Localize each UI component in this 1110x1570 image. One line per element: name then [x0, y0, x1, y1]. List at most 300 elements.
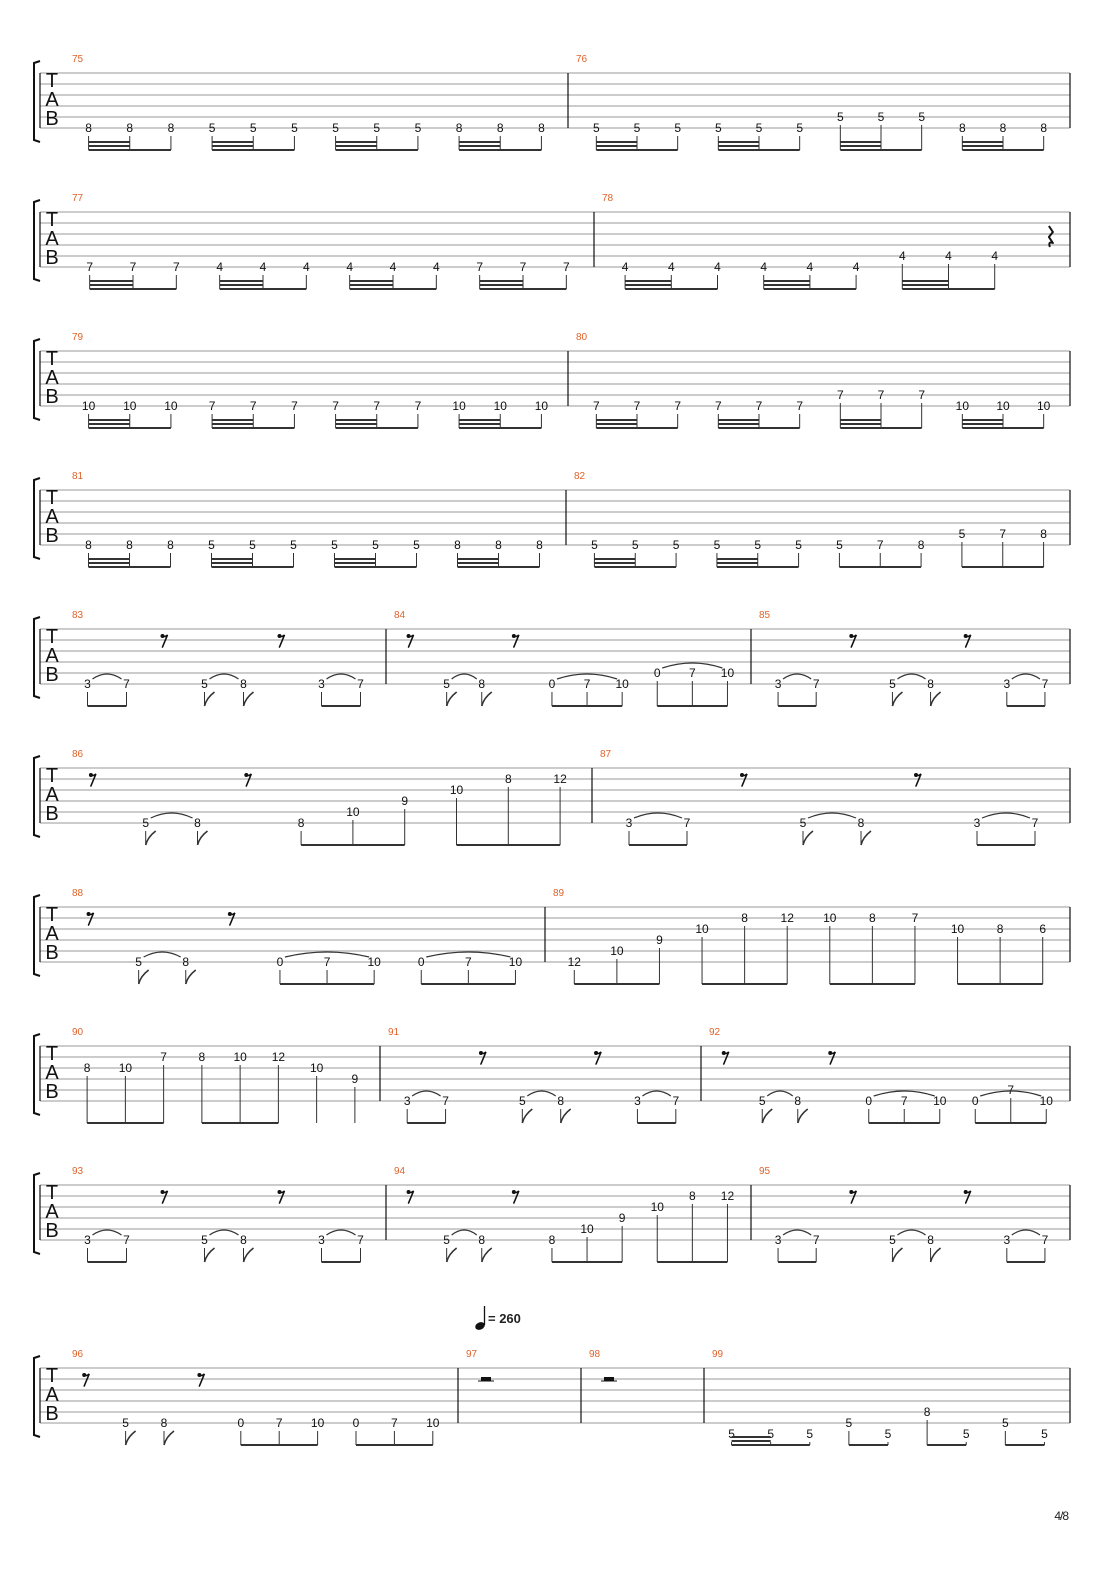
- fret-number: 8: [958, 121, 966, 135]
- fret-number: 7: [249, 399, 257, 413]
- fret-number: 5: [836, 110, 844, 124]
- measure-number: 88: [72, 888, 84, 899]
- fret-number: 7: [999, 527, 1007, 541]
- fret-number: 7: [1041, 1233, 1049, 1247]
- fret-number: 10: [1036, 399, 1051, 413]
- tab-clef-letter: A: [45, 923, 59, 945]
- tab-clef-letter: A: [45, 784, 59, 806]
- fret-number: 5: [806, 1427, 814, 1441]
- fret-number: 3: [318, 1233, 325, 1247]
- fret-number: 10: [81, 399, 96, 413]
- fret-number: 5: [631, 538, 639, 552]
- tie-arc: [1012, 674, 1040, 679]
- tie-arc: [151, 813, 193, 818]
- measure-number: 93: [72, 1166, 84, 1177]
- tab-clef-letter: T: [45, 904, 59, 926]
- fret-number: 10: [310, 1416, 325, 1430]
- fret-number: 4: [760, 260, 768, 274]
- tab-clef-letter: T: [45, 626, 59, 648]
- fret-number: 7: [900, 1094, 908, 1108]
- tab-clef-letter: B: [45, 525, 59, 547]
- fret-number: 5: [795, 538, 802, 552]
- fret-number: 7: [911, 911, 919, 925]
- fret-number: 3: [973, 816, 981, 830]
- fret-number: 8: [126, 121, 134, 135]
- fret-number: 4: [389, 260, 397, 274]
- fret-number: 7: [877, 388, 885, 402]
- tie-arc: [452, 1230, 477, 1235]
- fret-number: 7: [123, 1233, 130, 1247]
- measure-number: 95: [759, 1166, 771, 1177]
- eighth-rest-dot: [722, 1051, 726, 1055]
- system-bracket: [34, 1034, 40, 1115]
- fret-number: 4: [852, 260, 860, 274]
- note-flag: [482, 1248, 492, 1262]
- fret-number: 0: [352, 1416, 360, 1430]
- fret-number: 10: [508, 955, 523, 969]
- fret-number: 7: [123, 677, 130, 691]
- tie-arc: [634, 813, 682, 818]
- eighth-rest-dot: [89, 773, 93, 777]
- fret-number: 12: [720, 1189, 735, 1203]
- note-flag: [198, 831, 208, 845]
- tie-arc: [452, 674, 477, 679]
- fret-number: 10: [996, 399, 1010, 413]
- fret-number: 0: [417, 955, 425, 969]
- half-rest: [481, 1377, 491, 1381]
- fret-number: 3: [1003, 1233, 1011, 1247]
- tie-arc: [783, 1230, 811, 1235]
- note-flag: [931, 692, 941, 706]
- tab-clef-letter: T: [45, 209, 59, 231]
- fret-number: 5: [122, 1416, 129, 1430]
- fret-number: 7: [357, 1233, 364, 1247]
- fret-number: 5: [674, 121, 682, 135]
- eighth-rest-dot: [407, 1190, 411, 1194]
- fret-number: 4: [302, 260, 310, 274]
- fret-number: 7: [633, 399, 641, 413]
- eighth-rest-dot: [740, 773, 744, 777]
- note-flag: [139, 970, 149, 984]
- fret-number: 10: [118, 1061, 133, 1075]
- fret-number: 7: [918, 388, 926, 402]
- fret-number: 5: [201, 1233, 208, 1247]
- measure-number: 92: [709, 1027, 721, 1038]
- fret-number: 5: [755, 121, 763, 135]
- tab-clef-letter: B: [45, 664, 59, 686]
- fret-number: 7: [1007, 1083, 1015, 1097]
- note-flag: [561, 1109, 571, 1123]
- fret-number: 7: [836, 388, 844, 402]
- fret-number: 7: [1041, 677, 1049, 691]
- fret-number: 5: [208, 538, 215, 552]
- eighth-rest-dot: [849, 634, 853, 638]
- fret-number: 7: [172, 260, 180, 274]
- fret-number: 8: [85, 121, 92, 135]
- fret-number: 10: [650, 1200, 664, 1214]
- tie-arc: [808, 813, 856, 818]
- fret-number: 5: [135, 955, 142, 969]
- eighth-rest-dot: [161, 634, 165, 638]
- fret-number: 8: [85, 538, 92, 552]
- fret-number: 8: [1040, 121, 1048, 135]
- fret-number: 8: [999, 121, 1007, 135]
- tie-arc: [144, 952, 181, 957]
- fret-number: 7: [291, 399, 298, 413]
- eighth-rest-dot: [964, 634, 968, 638]
- fret-number: 12: [271, 1050, 286, 1064]
- measure-number: 94: [394, 1166, 406, 1177]
- fret-number: 9: [656, 933, 663, 947]
- system-bracket: [34, 756, 40, 837]
- fret-number: 5: [592, 121, 600, 135]
- fret-number: 8: [927, 677, 934, 691]
- fret-number: 7: [519, 260, 527, 274]
- fret-number: 8: [741, 911, 748, 925]
- fret-number: 7: [583, 677, 591, 691]
- tab-clef-letter: A: [45, 1062, 59, 1084]
- measure-number: 81: [72, 471, 84, 482]
- fret-number: 7: [812, 677, 820, 691]
- fret-number: 8: [794, 1094, 802, 1108]
- tempo-marking: = 260: [488, 1311, 521, 1326]
- fret-number: 8: [495, 538, 502, 552]
- eighth-rest-dot: [594, 1051, 598, 1055]
- tie-arc: [767, 1091, 793, 1096]
- fret-number: 5: [758, 1094, 766, 1108]
- tab-clef-letter: B: [45, 108, 59, 130]
- fret-number: 8: [478, 1233, 486, 1247]
- tab-clef-letter: B: [45, 386, 59, 408]
- measure-number: 79: [72, 332, 84, 343]
- note-flag: [482, 692, 492, 706]
- fret-number: 7: [592, 399, 600, 413]
- fret-number: 8: [167, 538, 174, 552]
- fret-number: 7: [683, 816, 691, 830]
- fret-number: 7: [86, 260, 94, 274]
- fret-number: 10: [580, 1222, 594, 1236]
- fret-number: 3: [403, 1094, 411, 1108]
- fret-number: 5: [845, 1416, 853, 1430]
- fret-number: 7: [812, 1233, 820, 1247]
- tab-clef-letter: B: [45, 942, 59, 964]
- fret-number: 0: [276, 955, 284, 969]
- fret-number: 3: [1003, 677, 1011, 691]
- fret-number: 3: [84, 1233, 91, 1247]
- measure-number: 80: [576, 332, 588, 343]
- fret-number: 4: [216, 260, 224, 274]
- eighth-rest-dot: [228, 912, 232, 916]
- measure-number: 77: [72, 193, 84, 204]
- tie-arc: [783, 674, 811, 679]
- fret-number: 8: [83, 1061, 91, 1075]
- eighth-rest-dot: [849, 1190, 853, 1194]
- fret-number: 4: [432, 260, 440, 274]
- tab-clef-letter: B: [45, 247, 59, 269]
- tab-clef-letter: T: [45, 70, 59, 92]
- fret-number: 5: [799, 816, 807, 830]
- fret-number: 5: [754, 538, 762, 552]
- fret-number: 5: [518, 1094, 526, 1108]
- fret-number: 5: [331, 538, 338, 552]
- fret-number: 0: [971, 1094, 979, 1108]
- fret-number: 10: [955, 399, 970, 413]
- fret-number: 7: [465, 955, 472, 969]
- tie-arc: [897, 674, 925, 679]
- fret-number: 8: [538, 121, 545, 135]
- fret-number: 7: [129, 260, 137, 274]
- fret-number: 7: [208, 399, 216, 413]
- fret-number: 0: [548, 677, 556, 691]
- system-bracket: [34, 895, 40, 976]
- fret-number: 7: [323, 955, 331, 969]
- fret-number: 5: [249, 538, 256, 552]
- fret-number: 5: [208, 121, 216, 135]
- tab-clef-letter: T: [45, 348, 59, 370]
- fret-number: 5: [443, 1233, 450, 1247]
- fret-number: 3: [84, 677, 91, 691]
- fret-number: 5: [918, 110, 926, 124]
- fret-number: 10: [164, 399, 178, 413]
- fret-number: 7: [562, 260, 570, 274]
- fret-number: 8: [996, 922, 1004, 936]
- note-flag: [762, 1109, 772, 1123]
- eighth-rest-dot: [914, 773, 918, 777]
- fret-number: 8: [454, 538, 461, 552]
- fret-number: 8: [548, 1233, 556, 1247]
- fret-number: 8: [160, 1416, 168, 1430]
- tab-clef-letter: T: [45, 765, 59, 787]
- fret-number: 5: [290, 538, 297, 552]
- fret-number: 8: [194, 816, 201, 830]
- fret-number: 10: [493, 399, 507, 413]
- page-number: 4/8: [1054, 1509, 1068, 1523]
- fret-number: 4: [945, 249, 952, 263]
- fret-number: 7: [674, 399, 682, 413]
- tab-clef-letter: B: [45, 1220, 59, 1242]
- fret-number: 4: [806, 260, 814, 274]
- fret-number: 5: [414, 121, 422, 135]
- tab-clef-letter: A: [45, 228, 59, 250]
- fret-number: 5: [672, 538, 680, 552]
- system-bracket: [34, 200, 40, 281]
- note-flag: [803, 831, 813, 845]
- fret-number: 8: [198, 1050, 206, 1064]
- fret-number: 5: [1001, 1416, 1009, 1430]
- fret-number: 8: [297, 816, 305, 830]
- note-flag: [931, 1248, 941, 1262]
- fret-number: 8: [496, 121, 504, 135]
- fret-number: 3: [774, 1233, 782, 1247]
- fret-number: 5: [633, 121, 641, 135]
- fret-number: 7: [1031, 816, 1039, 830]
- fret-number: 7: [414, 399, 422, 413]
- fret-number: 5: [201, 677, 208, 691]
- fret-number: 12: [553, 772, 567, 786]
- fret-number: 8: [923, 1405, 931, 1419]
- measure-number: 76: [576, 54, 588, 65]
- fret-number: 8: [455, 121, 463, 135]
- fret-number: 7: [714, 399, 722, 413]
- fret-number: 7: [160, 1050, 167, 1064]
- fret-number: 4: [898, 249, 906, 263]
- fret-number: 10: [123, 399, 137, 413]
- fret-number: 8: [126, 538, 133, 552]
- measure-number: 89: [553, 888, 565, 899]
- fret-number: 8: [1040, 527, 1047, 541]
- fret-number: 10: [449, 783, 464, 797]
- tab-clef-letter: B: [45, 1081, 59, 1103]
- eighth-rest-dot: [197, 1373, 201, 1377]
- fret-number: 7: [689, 666, 696, 680]
- note-flag: [164, 1431, 174, 1445]
- fret-number: 5: [249, 121, 257, 135]
- fret-number: 8: [167, 121, 175, 135]
- note-flag: [126, 1431, 136, 1445]
- fret-number: 0: [653, 666, 661, 680]
- fret-number: 10: [233, 1050, 247, 1064]
- measure-number: 91: [388, 1027, 400, 1038]
- fret-number: 4: [621, 260, 629, 274]
- note-flag: [892, 1248, 902, 1262]
- fret-number: 5: [889, 1233, 896, 1247]
- fret-number: 10: [610, 944, 624, 958]
- system-bracket: [34, 339, 40, 420]
- fret-number: 6: [1039, 922, 1047, 936]
- tie-arc: [327, 674, 356, 679]
- fret-number: 5: [767, 1427, 775, 1441]
- fret-number: 8: [869, 911, 876, 925]
- system-bracket: [34, 1173, 40, 1254]
- tab-clef-letter: A: [45, 645, 59, 667]
- fret-number: 10: [615, 677, 629, 691]
- fret-number: 8: [917, 538, 925, 552]
- fret-number: 10: [720, 666, 735, 680]
- measure-number: 96: [72, 1349, 84, 1360]
- measure-number: 83: [72, 610, 84, 621]
- measure-number: 78: [602, 193, 614, 204]
- fret-number: 12: [780, 911, 794, 925]
- eighth-rest-dot: [244, 773, 248, 777]
- fret-number: 7: [357, 677, 364, 691]
- tab-clef-letter: A: [45, 506, 59, 528]
- fret-number: 5: [796, 121, 804, 135]
- fret-number: 4: [259, 260, 267, 274]
- measure-number: 82: [574, 471, 586, 482]
- tie-arc: [527, 1091, 555, 1096]
- fret-number: 5: [413, 538, 420, 552]
- fret-number: 8: [557, 1094, 565, 1108]
- tie-arc: [642, 1091, 670, 1096]
- note-flag: [186, 970, 196, 984]
- fret-number: 5: [836, 538, 843, 552]
- eighth-rest-dot: [82, 1373, 86, 1377]
- eighth-rest-dot: [278, 634, 282, 638]
- fret-number: 9: [618, 1211, 626, 1225]
- fret-number: 5: [142, 816, 150, 830]
- note-flag: [447, 692, 457, 706]
- fret-number: 10: [950, 922, 965, 936]
- tab-clef-letter: A: [45, 367, 59, 389]
- measure-number: 90: [72, 1027, 84, 1038]
- measure-number: 85: [759, 610, 771, 621]
- system-bracket: [34, 478, 40, 559]
- fret-number: 10: [346, 805, 360, 819]
- fret-number: 7: [332, 399, 339, 413]
- fret-number: 4: [991, 249, 999, 263]
- fret-number: 7: [672, 1094, 680, 1108]
- fret-number: 5: [372, 538, 379, 552]
- note-flag: [892, 692, 902, 706]
- quarter-rest: [1049, 226, 1053, 247]
- eighth-rest-dot: [479, 1051, 483, 1055]
- fret-number: 5: [889, 677, 896, 691]
- fret-number: 10: [534, 399, 549, 413]
- fret-number: 5: [714, 121, 722, 135]
- fret-number: 9: [401, 794, 409, 808]
- fret-number: 3: [318, 677, 325, 691]
- eighth-rest-dot: [161, 1190, 165, 1194]
- fret-number: 3: [634, 1094, 641, 1108]
- fret-number: 12: [567, 955, 581, 969]
- fret-number: 7: [755, 399, 763, 413]
- fret-number: 5: [291, 121, 298, 135]
- note-flag: [244, 1248, 254, 1262]
- fret-number: 5: [713, 538, 721, 552]
- eighth-rest-dot: [964, 1190, 968, 1194]
- fret-number: 10: [452, 399, 466, 413]
- fret-number: 10: [367, 955, 381, 969]
- tab-clef-letter: A: [45, 1384, 59, 1406]
- measure-number: 84: [394, 610, 406, 621]
- note-flag: [447, 1248, 457, 1262]
- fret-number: 5: [443, 677, 450, 691]
- note-flag: [522, 1109, 532, 1123]
- tab-clef-letter: T: [45, 487, 59, 509]
- note-flag: [205, 1248, 215, 1262]
- tie-arc: [412, 1091, 440, 1096]
- fret-number: 0: [237, 1416, 245, 1430]
- note-flag: [205, 692, 215, 706]
- fret-number: 7: [876, 538, 884, 552]
- tab-clef-letter: T: [45, 1365, 59, 1387]
- note-flag: [798, 1109, 808, 1123]
- fret-number: 8: [504, 772, 512, 786]
- note-flag: [861, 831, 871, 845]
- fret-number: 7: [275, 1416, 283, 1430]
- fret-number: 5: [1041, 1427, 1048, 1441]
- fret-number: 8: [536, 538, 543, 552]
- fret-number: 5: [958, 527, 966, 541]
- fret-number: 7: [391, 1416, 398, 1430]
- fret-number: 8: [927, 1233, 934, 1247]
- fret-number: 7: [476, 260, 484, 274]
- note-flag: [146, 831, 156, 845]
- fret-number: 8: [857, 816, 865, 830]
- measure-number: 97: [466, 1349, 478, 1360]
- measure-number: 75: [72, 54, 84, 65]
- fret-number: 8: [689, 1189, 696, 1203]
- tab-clef-letter: B: [45, 1403, 59, 1425]
- fret-number: 10: [1039, 1094, 1053, 1108]
- fret-number: 7: [796, 399, 804, 413]
- tie-arc: [897, 1230, 925, 1235]
- measure-number: 99: [712, 1349, 724, 1360]
- fret-number: 8: [240, 677, 247, 691]
- fret-number: 9: [351, 1072, 359, 1086]
- fret-number: 8: [240, 1233, 247, 1247]
- eighth-rest-dot: [512, 1190, 516, 1194]
